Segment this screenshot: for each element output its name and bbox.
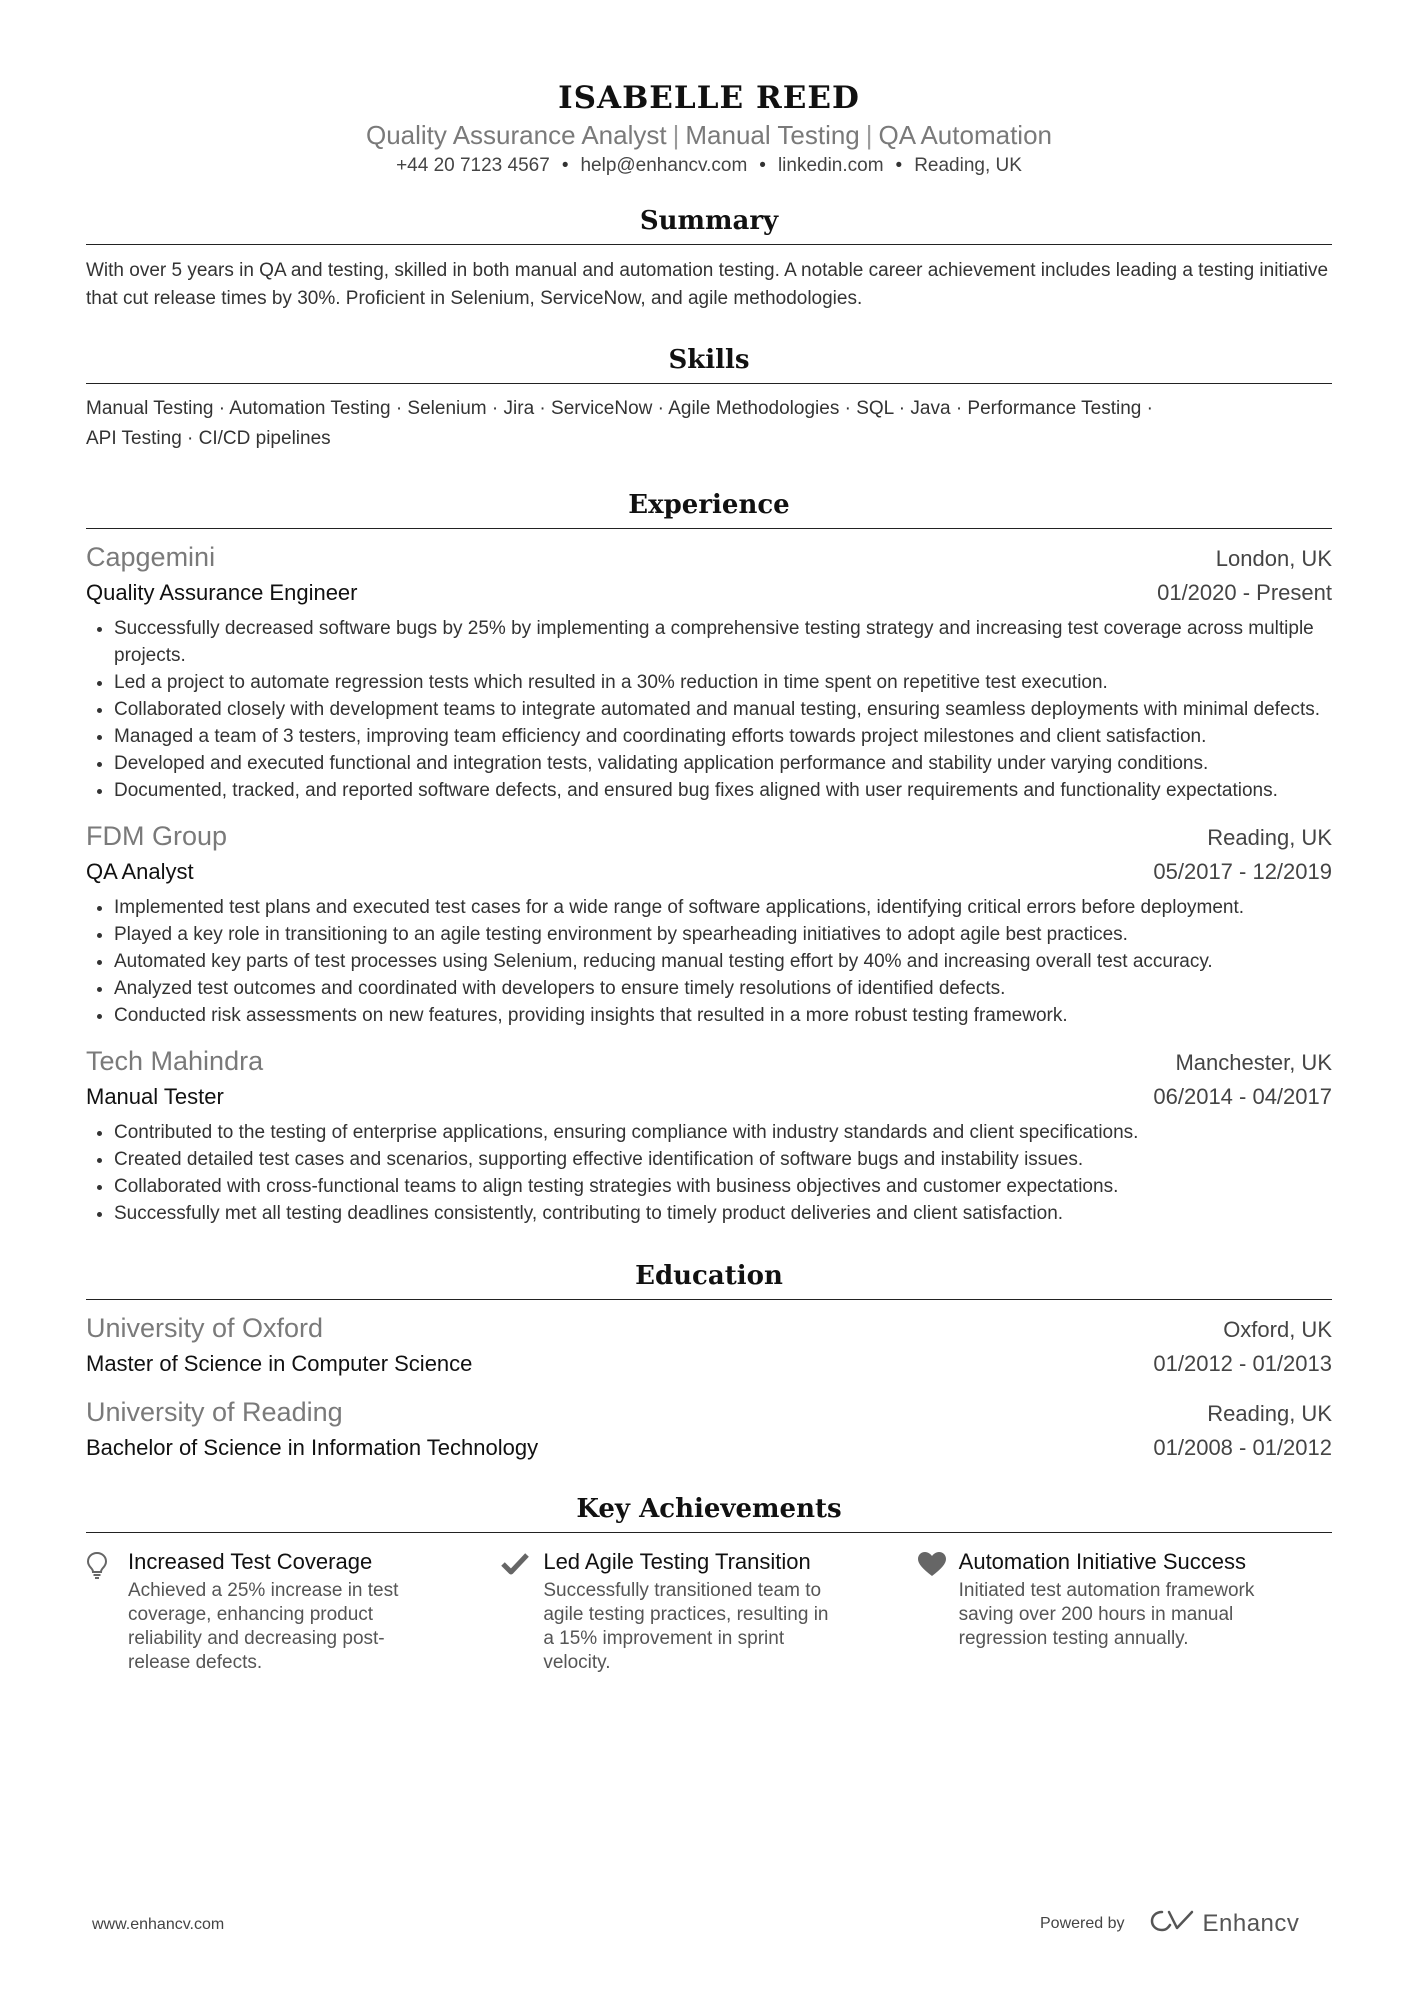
school-location: Oxford, UK [1223,1317,1332,1342]
experience-entry [86,818,1332,1029]
bullet-item: • Analyzed test outcomes and coordinated with developers to ensure timely resolutions of identified defects. [114,975,1332,1002]
bullet-item: • Successfully decreased software bugs by 25% by implementing a comprehensive testing strategy and increasing test coverage across multiple projects. [114,615,1332,669]
skills-section [86,341,1332,454]
lightbulb-icon [86,1547,128,1675]
job-title: QA Analyst [86,859,194,884]
degree: Bachelor of Science in Information Technology [86,1435,539,1460]
section-divider [86,1299,1332,1300]
contact-separator: • [561,155,569,176]
section-divider [86,244,1332,245]
company-name: Capgemini [86,542,216,572]
achievement-item [917,1547,1332,1675]
summary-section [86,202,1332,313]
bullet-item: • Successfully met all testing deadlines consistently, contributing to timely product deliveries and client satisfaction. [114,1200,1332,1227]
job-location: London, UK [1215,546,1332,571]
contact-separator: • [895,155,903,176]
headline-title-3: QA Automation [878,120,1052,150]
bullet-item: • Managed a team of 3 testers, improving team efficiency and coordinating efforts towards project milestones and client satisfaction. [114,723,1332,750]
headline-separator: | [672,120,680,150]
experience-section [86,486,1332,1227]
email-link[interactable]: help@enhancv.com [580,155,748,176]
contact-info [86,152,1332,180]
phone: +44 20 7123 4567 [396,155,550,176]
job-location: Reading, UK [1207,825,1332,850]
achievement-description: Achieved a 25% increase in test coverage, enhancing product reliability and decreasing post-release defects. [128,1580,399,1673]
job-dates: 06/2014 - 04/2017 [1153,1084,1332,1109]
bullet-item: • Contributed to the testing of enterprise applications, ensuring compliance with industry standards and client specifications. [114,1119,1332,1146]
education-entry [86,1310,1332,1380]
education-title: Education [635,1261,783,1291]
job-title: Manual Tester [86,1084,224,1109]
headline-title-1: Quality Assurance Analyst [365,120,667,150]
bullet-item: • Played a key role in transitioning to an agile testing environment by spearheading initiatives to adopt agile best practices. [114,921,1332,948]
bullet-item: • Collaborated with cross-functional teams to align testing strategies with business objectives and customer expectations. [114,1173,1332,1200]
job-dates: 05/2017 - 12/2019 [1153,859,1332,884]
achievement-item [501,1547,916,1675]
contact-separator: • [759,155,766,176]
bullet-item: • Implemented test plans and executed test cases for a wide range of software applications, identifying critical errors before deployment. [114,894,1332,921]
job-bullets [86,894,1332,1029]
company-name: Tech Mahindra [86,1046,264,1076]
achievements-title: Key Achievements [576,1494,842,1524]
job-title: Quality Assurance Engineer [86,580,358,605]
linkedin-link[interactable]: linkedin.com [777,155,884,176]
job-dates: 01/2020 - Present [1157,580,1332,605]
footer-branding [1040,1908,1299,1939]
heart-icon [917,1547,959,1675]
education-dates: 01/2008 - 01/2012 [1153,1435,1332,1460]
achievement-description: Initiated test automation framework saving over 200 hours in manual regression testing annually. [958,1580,1255,1649]
company-name: FDM Group [86,821,228,851]
section-divider [86,383,1332,384]
achievement-title: Automation Initiative Success [958,1549,1247,1574]
experience-title: Experience [628,490,790,520]
skills-line-1: Manual Testing · Automation Testing · Selenium · Jira · ServiceNow · Agile Methodologies · SQL · Java · Performance Testing · [86,398,1153,419]
school-name: University of Reading [86,1397,343,1427]
achievement-item [86,1547,501,1675]
bullet-item: • Developed and executed functional and integration tests, validating application performance and stability under varying conditions. [114,750,1332,777]
section-divider [86,528,1332,529]
candidate-name: ISABELLE REED [558,80,860,116]
job-location: Manchester, UK [1175,1050,1332,1075]
achievement-description: Successfully transitioned team to agile testing practices, resulting in a 15% improvement in sprint velocity. [543,1580,829,1673]
achievements-section [86,1490,1332,1675]
job-bullets [86,615,1332,804]
summary-title: Summary [639,206,779,236]
bullet-item: • Created detailed test cases and scenarios, supporting effective identification of software bugs and instability issues. [114,1146,1332,1173]
education-dates: 01/2012 - 01/2013 [1153,1351,1332,1376]
section-divider [86,1532,1332,1533]
education-entry [86,1394,1332,1464]
education-section [86,1257,1332,1464]
checkmark-icon [501,1547,543,1675]
headline-separator: | [865,120,873,150]
bullet-item: • Collaborated closely with development teams to integrate automated and manual testing, ensuring seamless deployments with minimal defects. [114,696,1332,723]
school-location: Reading, UK [1207,1401,1332,1426]
headline-title-2: Manual Testing [685,120,860,150]
resume-page [86,0,1332,1675]
powered-by-label: Powered by [1040,1914,1125,1932]
location: Reading, UK [914,155,1022,176]
headline [86,118,1332,152]
skills-title: Skills [668,345,750,375]
footer-website-link[interactable]: www.enhancv.com [92,1916,225,1933]
summary-text: With over 5 years in QA and testing, skilled in both manual and automation testing. A notable career achievement includes leading a testing initiative that cut release times by 30%. Proficient in Selenium, ServiceNow, and agile methodologies. [86,260,1329,309]
achievement-title: Led Agile Testing Transition [543,1549,811,1574]
job-bullets [86,1119,1332,1227]
degree: Master of Science in Computer Science [86,1351,473,1376]
experience-entry [86,1043,1332,1227]
bullet-item: • Led a project to automate regression tests which resulted in a 30% reduction in time spent on repetitive test execution. [114,669,1332,696]
bullet-item: • Automated key parts of test processes using Selenium, reducing manual testing effort by 40% and increasing overall test accuracy. [114,948,1332,975]
enhancv-brand-name: Enhancv [1202,1909,1300,1937]
bullet-item: • Conducted risk assessments on new features, providing insights that resulted in a more robust testing framework. [114,1002,1332,1029]
skills-list [86,394,1332,454]
school-name: University of Oxford [86,1313,324,1343]
enhancv-logo-icon [1149,1908,1195,1939]
bullet-item: • Documented, tracked, and reported software defects, and ensured bug fixes aligned with user requirements and functionality expectations. [114,777,1332,804]
experience-entry [86,539,1332,804]
achievement-title: Increased Test Coverage [128,1549,373,1574]
skills-line-2: API Testing · CI/CD pipelines [86,428,331,449]
